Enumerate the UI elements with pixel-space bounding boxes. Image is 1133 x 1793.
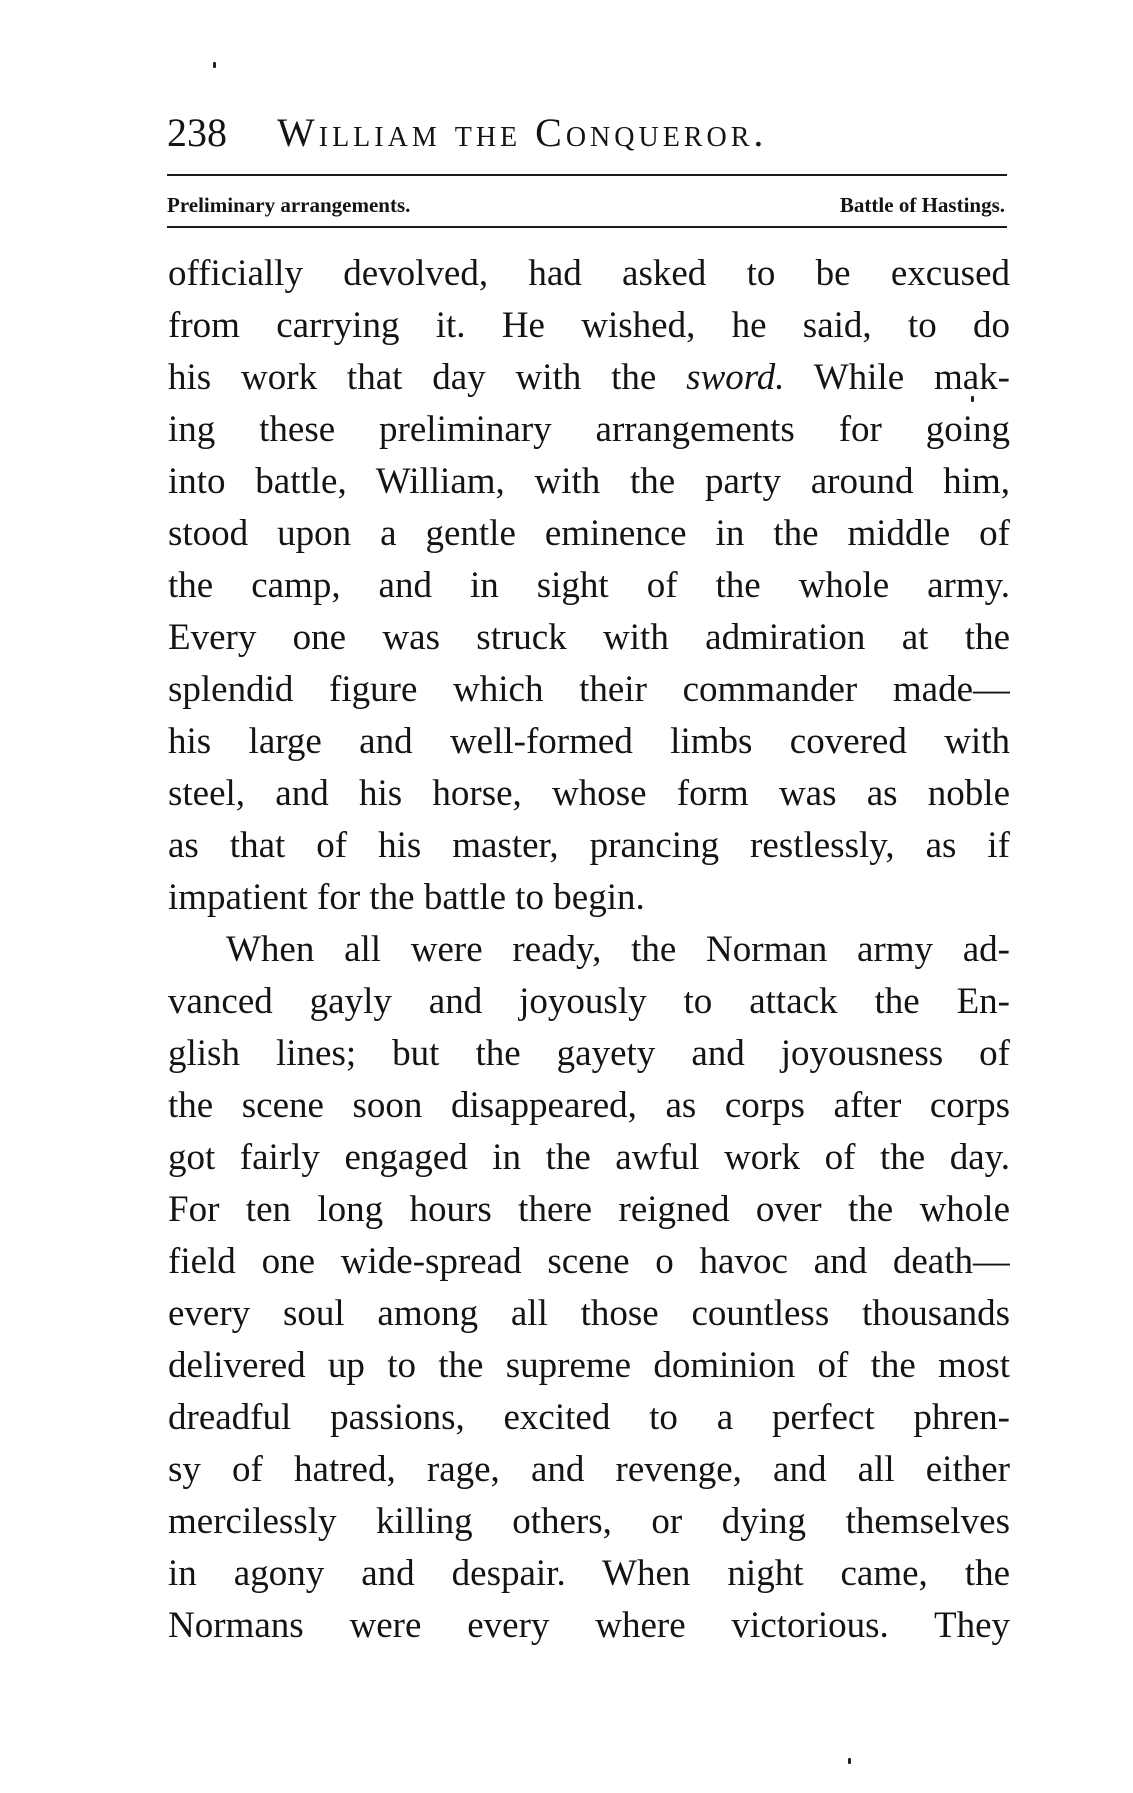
text-line: vanced gayly and joyously to attack the En- <box>168 981 1010 1022</box>
text-line: For ten long hours there reigned over the whole <box>168 1189 1010 1230</box>
body-text <box>168 248 1010 1652</box>
text-line: into battle, William, with the party around him, <box>168 461 1010 502</box>
text-line <box>168 352 1010 404</box>
text-run: While mak- <box>813 357 1010 398</box>
page-number: 238 <box>167 110 227 155</box>
text-line: Normans were every where victorious. They <box>168 1605 1010 1646</box>
subhead-right: Battle of Hastings. <box>839 193 1005 217</box>
text-line: mercilessly killing others, or dying themselves <box>168 1501 1010 1542</box>
stray-ink-mark <box>848 1758 851 1764</box>
text-line: officially devolved, had asked to be excused <box>168 253 1010 294</box>
text-line: dreadful passions, excited to a perfect phren- <box>168 1397 1010 1438</box>
text-line: his large and well-formed limbs covered with <box>168 721 1010 762</box>
text-line: glish lines; but the gayety and joyousness of <box>168 1033 1010 1074</box>
running-head <box>167 108 1007 158</box>
text-line: steel, and his horse, whose form was as noble <box>168 773 1010 814</box>
text-line: impatient for the battle to begin. <box>168 877 645 918</box>
text-line: got fairly engaged in the awful work of the day. <box>168 1137 1010 1178</box>
text-line: delivered up to the supreme dominion of the most <box>168 1345 1010 1386</box>
section-subheads <box>167 190 1005 220</box>
text-line: splendid figure which their commander made— <box>168 669 1010 710</box>
text-line: field one wide-spread scene o havoc and death— <box>168 1241 1010 1282</box>
stray-ink-mark <box>213 62 216 68</box>
text-line: every soul among all those countless thousands <box>168 1293 1010 1334</box>
text-line: from carrying it. He wished, he said, to do <box>168 305 1010 346</box>
text-line: When all were ready, the Norman army ad- <box>226 929 1010 970</box>
text-line: sy of hatred, rage, and revenge, and all either <box>168 1449 1010 1490</box>
text-line: ing these preliminary arrangements for going <box>168 409 1010 450</box>
text-line: as that of his master, prancing restlessly, as if <box>168 825 1010 866</box>
book-title: William the Conqueror. <box>277 110 768 155</box>
text-line: the camp, and in sight of the whole army. <box>168 565 1010 606</box>
text-line: the scene soon disappeared, as corps after corps <box>168 1085 1010 1126</box>
text-run: his work that day with the <box>168 357 657 398</box>
subhead-left: Preliminary arrangements. <box>167 193 411 217</box>
text-line: Every one was struck with admiration at the <box>168 617 1010 658</box>
text-line: stood upon a gentle eminence in the middle of <box>168 513 1010 554</box>
header-rule-bottom <box>167 226 1007 228</box>
header-rule-top <box>167 174 1007 176</box>
italic-word: sword. <box>686 357 785 398</box>
text-line: in agony and despair. When night came, the <box>168 1553 1010 1594</box>
